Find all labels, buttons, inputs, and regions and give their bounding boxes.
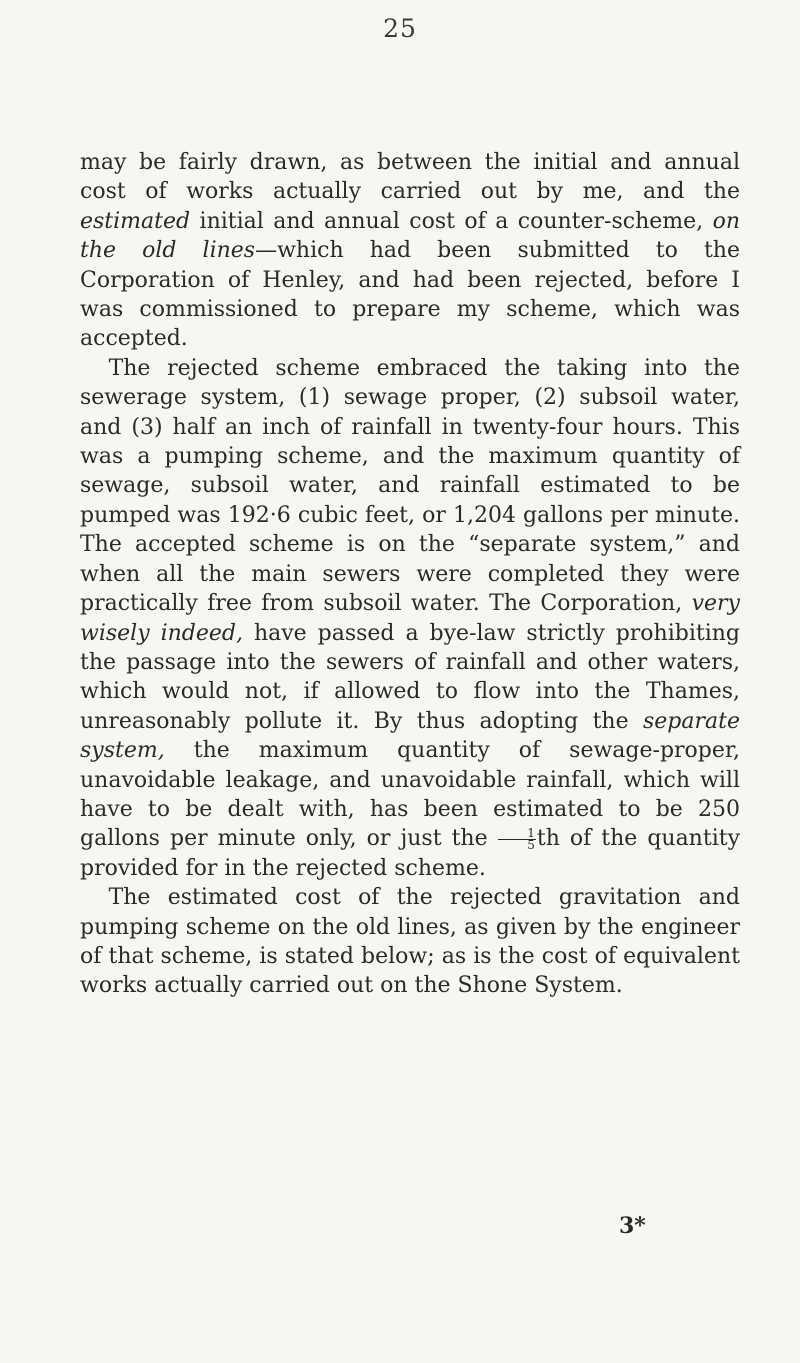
text-segment: —which had been submitted to the Corporation of Henley, and had been rejected, before I was commissioned to prepare my scheme, which was accepted.	[80, 238, 740, 352]
italic-text: very wisely indeed,	[80, 591, 740, 646]
text-segment: may be fairly drawn, as between the initial and annual cost of works actually carried out by me, and the	[80, 150, 740, 205]
paragraph	[80, 148, 740, 354]
italic-text: estimated	[80, 208, 191, 234]
italic-text: on the old lines	[80, 208, 740, 264]
text-segment: The estimated cost of the rejected gravitation and pumping scheme on the old lines, as given by the engineer of that scheme, is stated below; as is the cost of equivalent works actually carried out on the Shone System.	[80, 885, 740, 999]
fraction-denominator: 5	[527, 837, 535, 852]
signature-mark: 3*	[619, 1213, 646, 1239]
text-segment: initial and annual cost of a counter-scheme,	[190, 208, 713, 234]
text-segment: have passed a bye-law strictly prohibiting the passage into the sewers of rainfall and other waters, which would not, if allowed to flow into the Thames, unreasonably pollute it. By thus adopting the	[80, 620, 740, 734]
text-segment: The rejected scheme embraced the taking into the sewerage system, (1) sewage proper, (2) subsoil water, and (3) half an inch of rainfall in twenty-four hours. This was a pumping scheme, and the maximum quantity of sewage, subsoil water, and rainfall estimated to be pumped was 192·6 cubic feet, or 1,204 gallons per minute. The accepted scheme is on the “separate system,” and when all the main sewers were completed they were practically free from subsoil water. The Corporation,	[80, 355, 740, 617]
body-text	[80, 148, 740, 1001]
fraction	[498, 825, 536, 852]
text-segment: th of the quantity provided for in the rejected scheme.	[80, 826, 740, 881]
italic-text: separate system,	[80, 708, 740, 764]
fraction-numerator: 1	[498, 828, 536, 840]
paragraph	[80, 883, 740, 1001]
page-number: 25	[383, 14, 417, 43]
text-segment: the maximum quantity of sewage-proper, unavoidable leakage, and unavoidable rainfall, which will have to be dealt with, has been estimated to be 250 gallons per minute only, or just the	[80, 738, 740, 852]
paragraph	[80, 354, 740, 883]
